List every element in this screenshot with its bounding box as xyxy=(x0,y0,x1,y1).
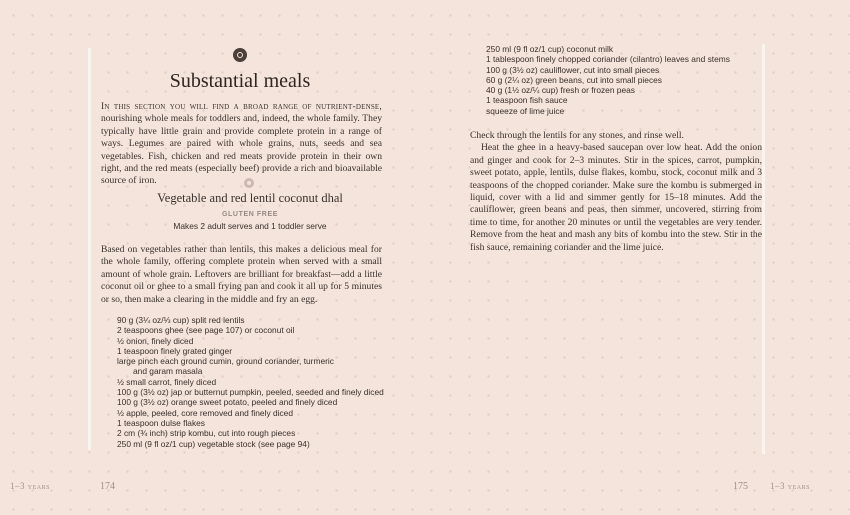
small-flower-ornament-icon xyxy=(244,178,254,188)
ingredient-item: and garam masala xyxy=(133,366,203,377)
ingredient-item: 1 teaspoon fish sauce xyxy=(486,95,568,106)
page-number: 175 xyxy=(733,481,748,492)
ingredient-item: 90 g (3¼ oz/⅓ cup) split red lentils xyxy=(117,315,245,325)
ingredient-item: 60 g (2¼ oz) green beans, cut into small pieces xyxy=(486,74,662,85)
ingredient-item: 100 g (3½ oz) jap or butternut pumpkin, peeled, seeded and finely diced xyxy=(117,387,384,398)
intro-body: nourishing whole meals for toddlers and, indeed, the whole family. They typically have little grain and provide complete protein in a range of ways. Legumes are paired with whole grains, nuts, seeds and sea vegetables. Fish, chicken and red meats provide protein in their own right, and the red meats (especially beef) provide a rich and bioavailable source of iron. xyxy=(101,113,382,187)
ingredient-item: 100 g (3½ oz) orange sweet potato, peeled and finely diced xyxy=(117,397,338,408)
recipe-serves: Makes 2 adult serves and 1 toddler serve xyxy=(173,221,327,231)
ingredient-item: 2 teaspoons ghee (see page 107) or coconut oil xyxy=(117,325,295,336)
page-number: 174 xyxy=(100,481,115,492)
flower-ornament-icon xyxy=(233,48,247,62)
ingredient-item: 1 tablespoon finely chopped coriander (cilantro) leaves and stems xyxy=(486,54,730,65)
ingredient-item: ½ small carrot, finely diced xyxy=(117,376,217,387)
recipe-method xyxy=(470,130,762,254)
recipe-description: Based on vegetables rather than lentils, this makes a delicious meal for the whole family, offering complete protein when served with a small amount of whole grain. Leftovers are brilliant for breakfast—add a little coconut oil or ghee to a small frying pan and cook it all up for 5 minutes or so, then make a clearing in the middle and fry an egg. xyxy=(101,244,382,305)
running-head: 1–3 years xyxy=(770,481,810,491)
ingredient-item: 2 cm (¾ inch) strip kombu, cut into rough pieces xyxy=(117,428,296,439)
dietary-tag: GLUTEN FREE xyxy=(222,211,278,218)
ingredient-item: 1 teaspoon dulse flakes xyxy=(117,417,205,428)
ingredient-list-continued xyxy=(486,44,766,116)
ingredient-item: 1 teaspoon finely grated ginger xyxy=(117,345,233,356)
ingredient-item: squeeze of lime juice xyxy=(486,105,565,116)
section-title: Substantial meals xyxy=(169,70,311,92)
method-step: Heat the ghee in a heavy-based saucepan over low heat. Add the onion and ginger and cook for 2–3 minutes. Stir in the spices, carrot, pumpkin, sweet potato, apple, lentils, dulse flakes, kombu, stock, coconut milk and 3 teaspoons of the chopped coriander. Make sure the kombu is submerged in liquid, cover with a lid and simmer gently for 15–18 minutes. Add the cauliflower, green beans and peas, then simmer, uncovered, stirring from time to time, for another 20 minutes or until the vegetables are very tender. Remove from the heat and mash any bits of kombu into the stew. Stir in the fish sauce, remaining coriander and the lime juice. xyxy=(470,142,762,253)
margin-rule xyxy=(88,48,91,450)
section-intro xyxy=(101,101,382,188)
ingredient-item: 250 ml (9 fl oz/1 cup) vegetable stock (see page 94) xyxy=(117,438,310,449)
intro-lead: In this section you will find a broad range of nutrient-dense, xyxy=(101,101,382,112)
recipe-title: Vegetable and red lentil coconut dhal xyxy=(157,191,343,205)
ingredient-list xyxy=(117,315,417,449)
ingredient-item: ½ apple, peeled, core removed and finely diced xyxy=(117,407,293,418)
ingredient-item: ½ onion, finely diced xyxy=(117,335,194,346)
ingredient-item: large pinch each ground cumin, ground coriander, turmeric xyxy=(117,356,334,367)
ingredient-item: 250 ml (9 fl oz/1 cup) coconut milk xyxy=(486,44,614,54)
running-head: 1–3 years xyxy=(10,481,50,491)
method-step: Check through the lentils for any stones, and rinse well. xyxy=(470,130,684,141)
ingredient-item: 40 g (1½ oz/¼ cup) fresh or frozen peas xyxy=(486,85,635,96)
ingredient-item: 100 g (3½ oz) cauliflower, cut into small pieces xyxy=(486,64,660,75)
